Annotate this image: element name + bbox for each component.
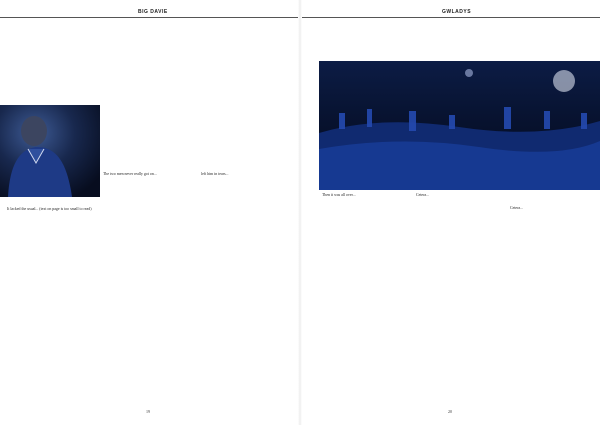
text-column-5: Cetera... — [416, 193, 430, 197]
page-gutter — [298, 0, 302, 425]
text-column-4: Then it was all over... — [322, 193, 356, 197]
crowd-photo-graphic — [319, 61, 600, 190]
running-header-left: BIG DAVIE — [138, 9, 168, 15]
text-column-1: It lacked the usual... (text on page is too small to read) — [7, 207, 92, 211]
player-photo — [0, 105, 100, 197]
crowd-photo — [319, 61, 600, 190]
running-header-right: GWLADYS — [442, 9, 472, 15]
text-column-2: The two men never really got on... — [103, 172, 157, 176]
page-number-left: 19 — [146, 409, 150, 414]
player-photo-graphic — [0, 105, 100, 197]
text-column-3: left him in tears... — [201, 172, 229, 176]
header-rule-right — [302, 17, 600, 18]
page-number-right: 20 — [448, 409, 452, 414]
text-column-6: Cetera... — [510, 206, 524, 210]
header-rule-left — [0, 17, 298, 18]
